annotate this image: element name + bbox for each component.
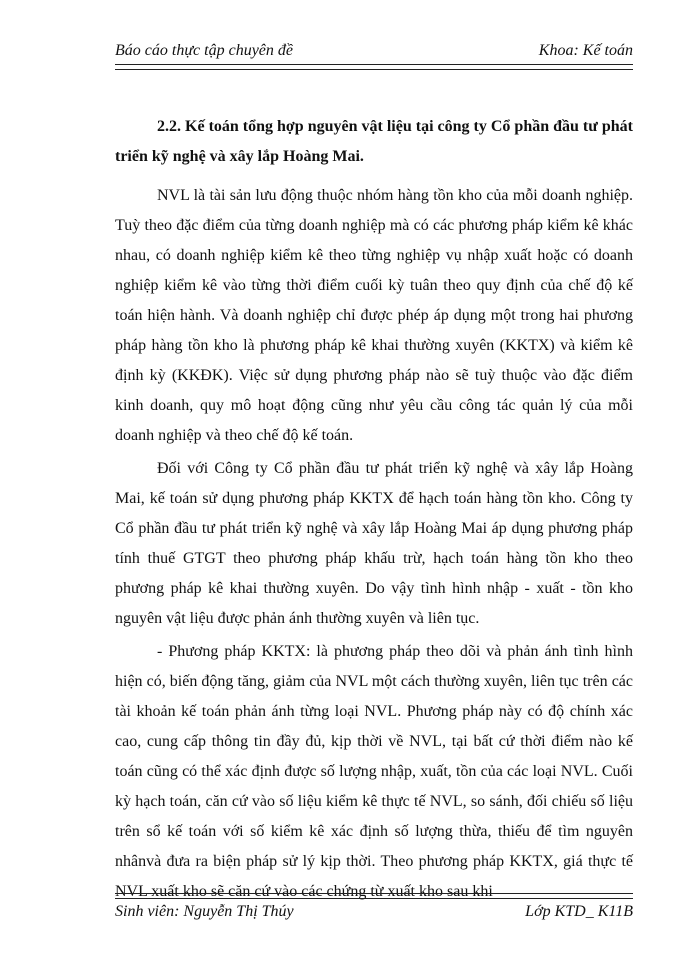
header-divider	[115, 64, 633, 70]
section-heading: 2.2. Kế toán tổng hợp nguyên vật liệu tại công ty Cổ phần đầu tư phát triển kỹ nghệ và xây lắp Hoàng Mai.	[115, 118, 633, 165]
paragraph-kktx-method: - Phương pháp KKTX: là phương pháp theo dõi và phản ánh tình hình hiện có, biến động tăng, giảm của NVL một cách thường xuyên, liên tục trên các tài khoản kế toán phản ánh từng loại NVL. Phương pháp này có độ chính xác cao, cung cấp thông tin đầy đủ, kịp thời về NVL, tại bất cứ thời điểm nào kế toán cũng có thể xác định được số lượng nhập, xuất, tồn của các loại NVL. Cuối kỳ hạch toán, căn cứ vào số liệu kiểm kê thực tế NVL, so sánh, đối chiếu số liệu trên sổ kế toán với số kiểm kê xác định số lượng thừa, thiếu để tìm nguyên nhânvà đưa ra biện pháp sử lý kịp thời. Theo phương pháp KKTX, giá thực tế NVL xuất kho sẽ căn cứ vào các chứng từ xuất kho sau khi	[115, 643, 633, 900]
footer-student-name: Sinh viên: Nguyễn Thị Thúy	[115, 903, 294, 920]
paragraph-company-method: Đối với Công ty Cổ phần đầu tư phát triển kỹ nghệ và xây lắp Hoàng Mai, kế toán sử dụng phương pháp KKTX để hạch toán hàng tồn kho. Công ty Cổ phần đầu tư phát triển kỹ nghệ và xây lắp Hoàng Mai áp dụng phương pháp tính thuế GTGT theo phương pháp khấu trừ, hạch toán hàng tồn kho theo phương pháp kê khai thường xuyên. Do vậy tình hình nhập - xuất - tồn kho nguyên vật liệu được phản ánh thường xuyên và liên tục.	[115, 460, 633, 627]
page-header	[115, 38, 633, 64]
page-footer	[115, 899, 633, 925]
page-body	[115, 112, 633, 907]
paragraph-nvl-overview: NVL là tài sản lưu động thuộc nhóm hàng tồn kho của mỗi doanh nghiệp. Tuỳ theo đặc điểm của từng doanh nghiệp mà có các phương pháp kiểm kê khác nhau, có doanh nghiệp kiểm kê theo từng nghiệp vụ nhập xuất hoặc có doanh nghiệp kiểm kê vào từng thời điểm cuối kỳ tuân theo quy định của chế độ kế toán hiện hành. Và doanh nghiệp chỉ được phép áp dụng một trong hai phương pháp hàng tồn kho là phương pháp kê khai thường xuyên (KKTX) và kiểm kê định kỳ (KKĐK). Việc sử dụng phương pháp nào sẽ tuỳ thuộc vào đặc điểm kinh doanh, quy mô hoạt động cũng như yêu cầu công tác quản lý của mỗi doanh nghiệp và theo chế độ kế toán.	[115, 187, 633, 444]
footer-class: Lớp KTD_ K11B	[525, 903, 633, 920]
header-report-title: Báo cáo thực tập chuyên đề	[115, 42, 293, 59]
header-department: Khoa: Kế toán	[538, 42, 633, 59]
